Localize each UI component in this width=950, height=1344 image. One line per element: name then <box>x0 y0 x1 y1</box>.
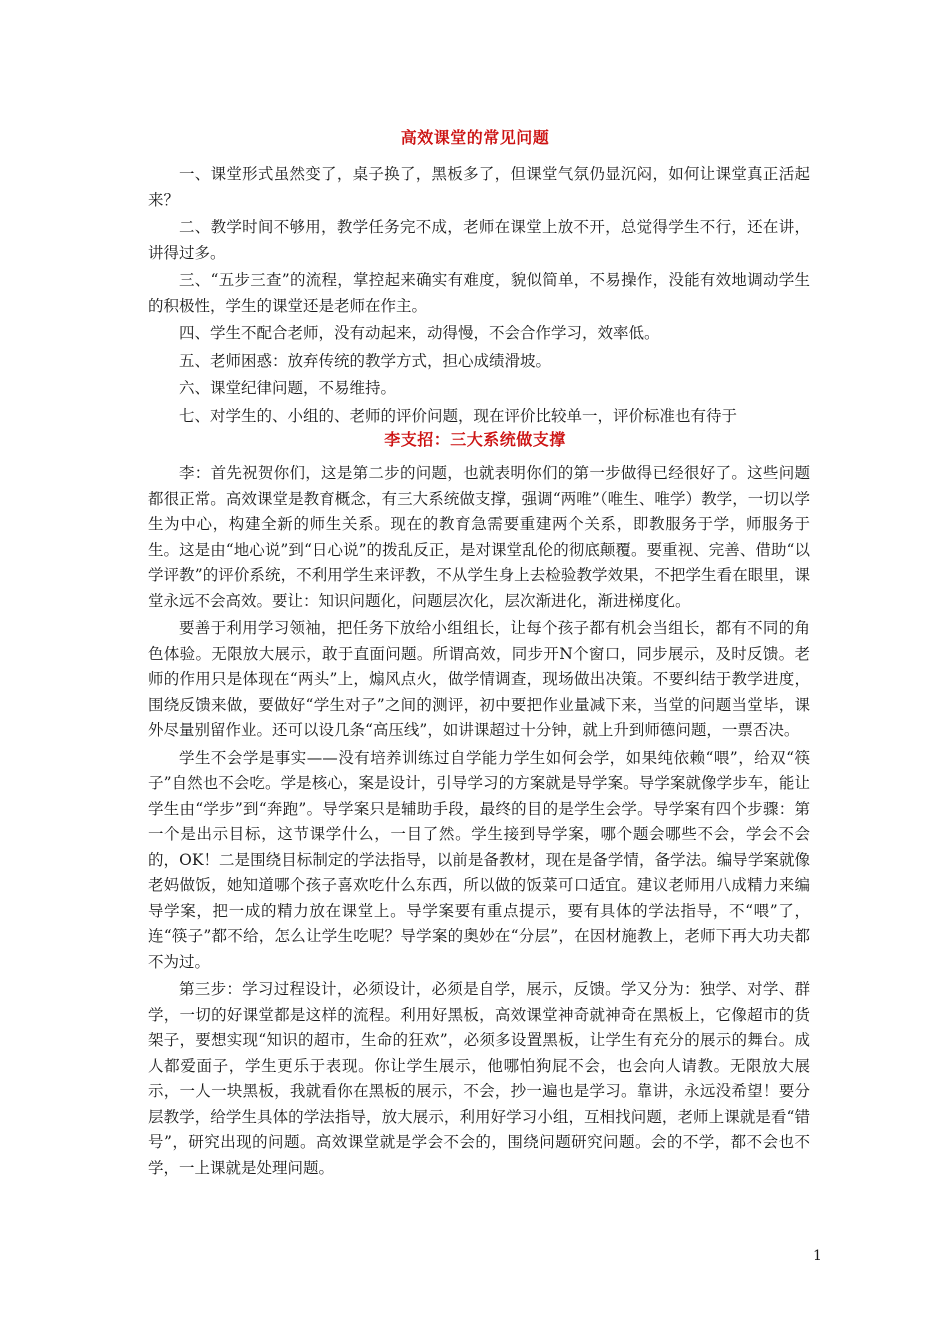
problem-item-6: 六、课堂纪律问题，不易维持。 <box>179 379 397 397</box>
page-number: 1 <box>813 1248 822 1264</box>
problem-item-1: 一、课堂形式虽然变了，桌子换了，黑板多了，但课堂气氛仍显沉闷，如何让课堂真正活起来？ <box>148 165 810 209</box>
advice-paragraph-3: 学生不会学是事实——没有培养训练过自学能力学生如何会学，如果纯依赖“喂”，给双“筷子”自然也不会吃。学是核心，案是设计，引导学习的方案就是导学案。导学案就像学步车，能让学生由“学步”到“奔跑”。导学案只是辅助手段，最终的目的是学生会学。导学案有四个步骤：第一个是出示目标，这节课学什么，一目了然。学生接到导学案，哪个题会哪些不会，学会不会的，OK！二是围绕目标制定的学法指导，以前是备教材，现在是备学情，备学法。编导学案就像老妈做饭，她知道哪个孩子喜欢吃什么东西，所以做的饭菜可口适宜。建议老师用八成精力来编导学案，把一成的精力放在课堂上。导学案要有重点提示，要有具体的学法指导，不“喂”了，连“筷子”都不给，怎么让学生吃呢？导学案的奥妙在“分层”，在因材施教上，老师下再大功夫都不为过。 <box>148 748 810 971</box>
advice-paragraph-2: 要善于利用学习领袖，把任务下放给小组组长，让每个孩子都有机会当组长，都有不同的角色体验。无限放大展示，敢于直面问题。所谓高效，同步开N个窗口，同步展示，及时反馈。老师的作用只是体现在“两头”上，煽风点火，做学情调查，现场做出决策。不要纠结于教学进度，围绕反馈来做，要做好“学生对子”之间的测评，初中要把作业量减下来，当堂的问题当堂毕，课外尽量别留作业。还可以设几条“高压线”，如讲课超过十分钟，就上升到师德问题，一票否决。 <box>148 619 810 739</box>
heading-three-systems: 李支招：三大系统做支撑 <box>384 430 566 449</box>
advice-paragraph-1: 李：首先祝贺你们，这是第二步的问题，也就表明你们的第一步做得已经很好了。这些问题都很正常。高效课堂是教育概念，有三大系统做支撑，强调“两唯”（唯生、唯学）教学，一切以学生为中心，构建全新的师生关系。现在的教育急需要重建两个关系，即教服务于学，师服务于生。这是由“地心说”到“日心说”的拨乱反正，是对课堂乱伦的彻底颠覆。要重视、完善、借助“以学评教”的评价系统，不利用学生来评教，不从学生身上去检验教学效果，不把学生看在眼里，课堂永远不会高效。要让：知识问题化，问题层次化，层次渐进化，渐进梯度化。 <box>148 464 810 610</box>
problem-item-4: 四、学生不配合老师，没有动起来，动得慢，不会合作学习，效率低。 <box>179 324 660 342</box>
problems-list <box>148 162 810 431</box>
advice-paragraph-4: 第三步：学习过程设计，必须设计，必须是自学，展示，反馈。学又分为：独学、对学、群学，一切的好课堂都是这样的流程。利用好黑板，高效课堂神奇就神奇在黑板上，它像超市的货架子，要想实现“知识的超市，生命的狂欢”，必须多设置黑板，让学生有充分的展示的舞台。成人都爱面子，学生更乐于表现。你让学生展示，他哪怕狗屁不会，也会向人请教。无限放大展示，一人一块黑板，我就看你在黑板的展示，不会，抄一遍也是学习。靠讲，永远没希望！要分层教学，给学生具体的学法指导，放大展示，利用好学习小组，互相找问题，老师上课就是看“错号”，研究出现的问题。高效课堂就是学会不会的，围绕问题研究问题。会的不学，都不会也不学，一上课就是处理问题。 <box>148 980 810 1177</box>
advice-body <box>148 461 810 1183</box>
problem-item-3: 三、“五步三查”的流程，掌控起来确实有难度，貌似简单，不易操作，没能有效地调动学生的积极性，学生的课堂还是老师在作主。 <box>148 271 810 315</box>
problem-item-2: 二、教学时间不够用，教学任务完不成，老师在课堂上放不开，总觉得学生不行，还在讲，讲得过多。 <box>148 218 810 262</box>
problem-item-5: 五、老师困惑：放弃传统的教学方式，担心成绩滑坡。 <box>179 351 552 370</box>
heading-common-problems: 高效课堂的常见问题 <box>400 128 550 147</box>
problem-item-7: 七、对学生的、小组的、老师的评价问题，现在评价比较单一，评价标准也有待于 <box>179 406 738 425</box>
